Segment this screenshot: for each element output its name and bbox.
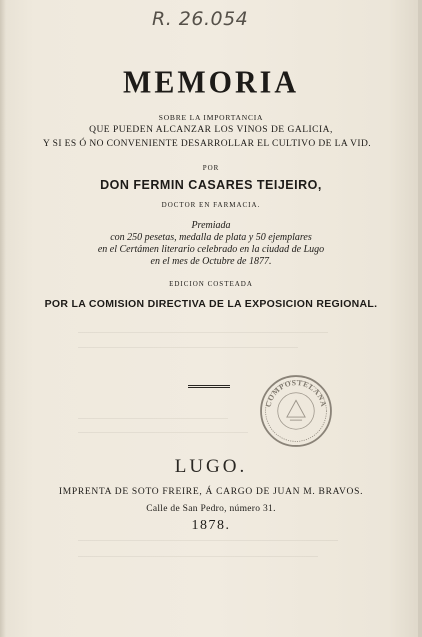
book-title: MEMORIA <box>123 65 299 100</box>
library-stamp-icon <box>258 373 334 449</box>
catalog-mark: R. 26.054 <box>152 8 249 30</box>
prize-line-4: en el mes de Octubre de 1877. <box>150 256 272 267</box>
imprint-city: LUGO. <box>174 456 248 477</box>
imprint-printer: IMPRENTA DE SOTO FREIRE, Á CARGO DE JUAN M. BRAVOS. <box>58 487 364 497</box>
author-degree: DOCTOR EN FARMACIA. <box>161 201 261 209</box>
edition-note: EDICION COSTEADA <box>169 280 253 288</box>
show-through-line <box>78 556 318 557</box>
show-through-line <box>78 432 248 433</box>
prize-line-3: en el Certámen literario celebrado en la ciudad de Lugo <box>97 244 325 255</box>
ornamental-rule <box>188 385 230 388</box>
prize-line-2: con 250 pesetas, medalla de plata y 50 ejemplares <box>110 232 312 243</box>
sponsor-line: POR LA COMISION DIRECTIVA DE LA EXPOSICION REGIONAL. <box>44 298 378 310</box>
subtitle-line-2: QUE PUEDEN ALCANZAR LOS VINOS DE GALICIA, <box>89 125 333 135</box>
author-name: DON FERMIN CASARES TEIJEIRO, <box>100 178 322 192</box>
stamp-text: COMPOSTELANA <box>263 378 329 409</box>
prize-line-1: Premiada <box>191 220 231 231</box>
show-through-line <box>78 418 228 419</box>
by-label: POR <box>202 164 220 172</box>
subtitle-line-1: SOBRE LA IMPORTANCIA <box>158 113 264 122</box>
imprint-year: 1878. <box>191 518 231 533</box>
subtitle-line-3: Y SI ES Ó NO CONVENIENTE DESARROLLAR EL CULTIVO DE LA VID. <box>42 139 372 149</box>
imprint-address: Calle de San Pedro, número 31. <box>146 504 276 514</box>
show-through-line <box>78 540 338 541</box>
show-through-line <box>78 332 328 333</box>
show-through-line <box>78 347 298 348</box>
